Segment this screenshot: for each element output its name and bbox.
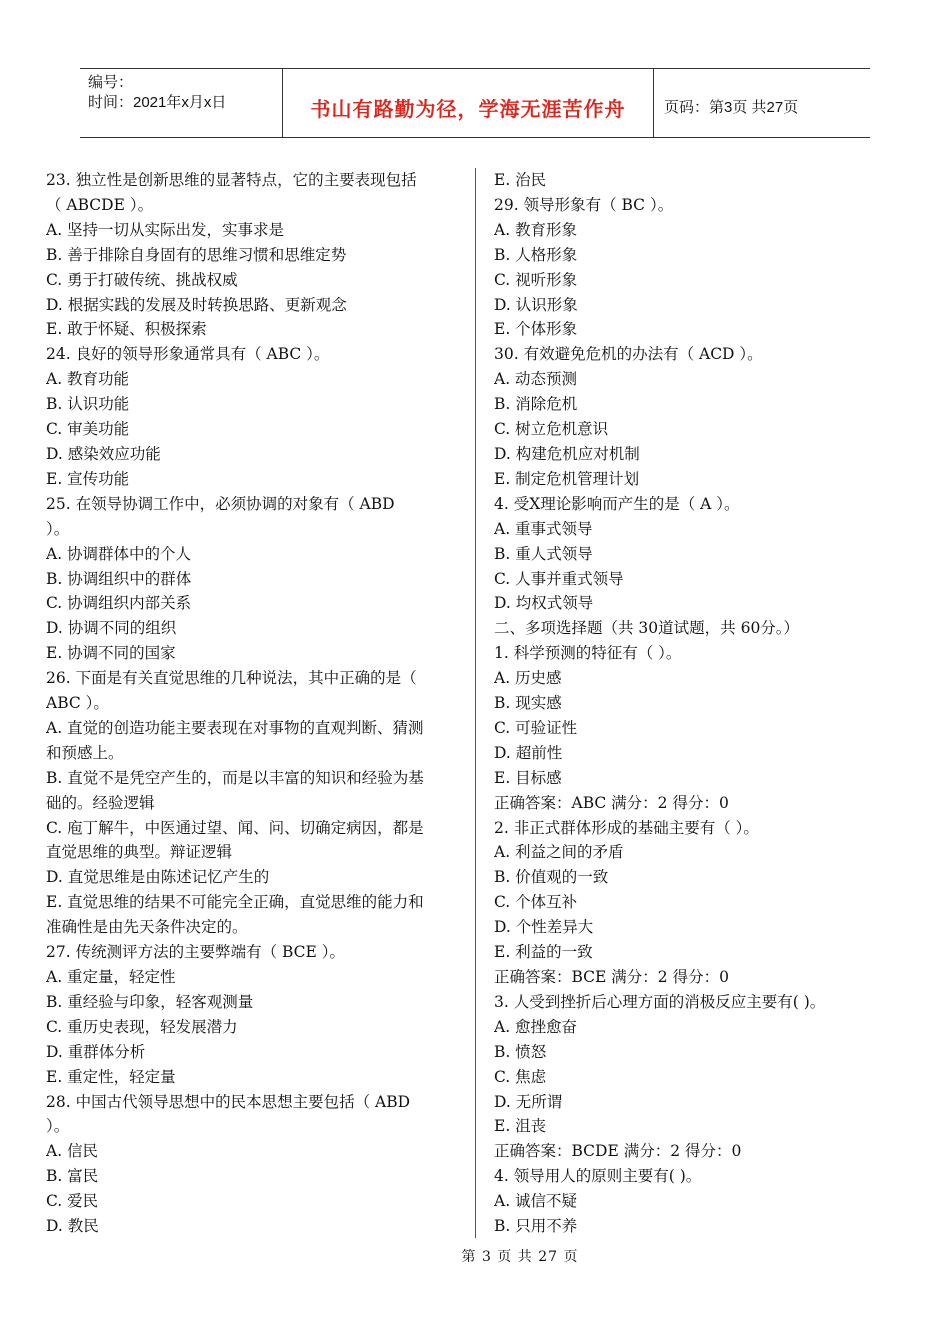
text-line: 直觉思维的典型。辩证逻辑 [46,843,233,862]
text-line: 26. 下面是有关直觉思维的几种说法，其中正确的是（ [46,669,417,688]
text-line: B. 协调组织中的群体 [46,569,192,588]
text-line: A. 诚信不疑 [494,1192,578,1211]
column-divider [475,168,476,1238]
text-line: A. 信民 [46,1142,99,1161]
text-line: 4. 受X理论影响而产生的是（ A ）。 [494,494,740,513]
right-column [494,168,874,1239]
text-line: A. 重事式领导 [494,519,593,538]
text-line: C. 树立危机意识 [494,420,609,439]
text-line: B. 直觉不是凭空产生的，而是以丰富的知识和经验为基 [46,768,424,787]
text-line: D. 个性差异大 [494,918,594,937]
text-line: B. 消除危机 [494,395,578,414]
text-line: D. 构建危机应对机制 [494,444,640,463]
text-line: A. 重定量，轻定性 [46,968,176,986]
text-line: A. 动态预测 [494,370,578,389]
text-line: B. 只用不养 [494,1217,578,1236]
text-line: B. 价值观的一致 [494,868,609,887]
text-line: B. 善于排除自身固有的思维习惯和思维定势 [46,245,347,264]
text-line: D. 感染效应功能 [46,444,161,463]
header-page-info: 页码：第3页 共27页 [664,98,799,116]
text-line: A. 利益之间的矛盾 [494,843,624,862]
text-line: B. 认识功能 [46,395,130,414]
text-line: 23. 独立性是创新思维的显著特点，它的主要表现包括 [46,171,417,189]
text-line: B. 重经验与印象，轻客观测量 [46,992,254,1011]
text-line: C. 个体互补 [494,893,578,912]
text-line: 4. 领导用人的原则主要有( )。 [494,1167,702,1186]
text-line: D. 无所谓 [494,1092,563,1111]
text-line: C. 人事并重式领导 [494,569,624,588]
text-line: A. 坚持一切从实际出发，实事求是 [46,220,285,239]
text-line: 30. 有效避免危机的办法有（ ACD ）。 [494,345,763,364]
text-line: 二、多项选择题（共 30道试题，共 60分。） [494,619,800,638]
text-line: C. 可验证性 [494,718,578,737]
header-slogan: 书山有路勤为径，学海无涯苦作舟 [282,69,654,137]
text-line: E. 利益的一致 [494,943,593,962]
text-line: 3. 人受到挫折后心理方面的消极反应主要有( )。 [494,992,826,1011]
text-line: E. 重定性，轻定量 [46,1067,176,1086]
text-line: E. 制定危机管理计划 [494,469,640,488]
text-line: ）。 [46,519,70,538]
text-line: B. 重人式领导 [494,544,593,563]
text-line: 正确答案：BCE 满分：2 得分：0 [494,968,729,986]
text-line: E. 直觉思维的结果不可能完全正确，直觉思维的能力和 [46,893,424,912]
text-line: C. 协调组织内部关系 [46,594,192,613]
text-line: D. 协调不同的组织 [46,619,177,638]
text-line: D. 超前性 [494,743,563,762]
text-line: D. 教民 [46,1217,99,1236]
text-line: B. 现实感 [494,694,562,713]
text-line: E. 个体形象 [494,320,578,339]
text-line: C. 焦虑 [494,1067,547,1086]
text-line: E. 协调不同的国家 [46,644,176,663]
text-line: 准确性是由先天条件决定的。 [46,918,248,937]
text-line: D. 认识形象 [494,295,578,314]
text-line: E. 治民 [494,171,547,189]
text-line: C. 庖丁解牛，中医通过望、闻、问、切确定病因，都是 [46,818,424,837]
text-line: 27. 传统测评方法的主要弊端有（ BCE ）。 [46,943,346,962]
page-header [80,68,870,138]
text-line: D. 重群体分析 [46,1042,146,1061]
text-line: C. 勇于打破传统、挑战权威 [46,270,238,289]
text-line: A. 历史感 [494,669,562,688]
text-line: E. 目标感 [494,768,562,787]
text-line: C. 重历史表现，轻发展潜力 [46,1017,238,1036]
text-line: E. 宣传功能 [46,469,130,488]
text-line: 2. 非正式群体形成的基础主要有（ ）。 [494,818,759,837]
text-line: 础的。经验逻辑 [46,793,155,812]
text-line: D. 根据实践的发展及时转换思路、更新观念 [46,295,347,314]
text-line: E. 沮丧 [494,1117,547,1136]
text-line: B. 富民 [46,1167,99,1186]
text-line: C. 视听形象 [494,270,578,289]
left-column [46,168,460,1239]
text-line: （ ABCDE ）。 [46,195,154,214]
text-line: 和预感上。 [46,743,124,762]
text-line: 正确答案：BCDE 满分：2 得分：0 [494,1142,742,1161]
text-line: 正确答案：ABC 满分：2 得分：0 [494,793,729,812]
text-line: E. 敢于怀疑、积极探索 [46,320,207,339]
text-line: A. 直觉的创造功能主要表现在对事物的直观判断、猜测 [46,718,424,737]
text-line: ）。 [46,1117,70,1136]
text-line: 1. 科学预测的特征有（ ）。 [494,644,682,663]
text-line: A. 愈挫愈奋 [494,1017,578,1036]
text-line: 24. 良好的领导形象通常具有（ ABC ）。 [46,345,330,364]
text-line: A. 协调群体中的个人 [46,544,192,563]
text-line: D. 直觉思维是由陈述记忆产生的 [46,868,270,887]
text-line: A. 教育功能 [46,370,130,389]
page-footer: 第 3 页 共 27 页 [461,1249,579,1265]
text-line: C. 爱民 [46,1192,99,1211]
text-line: C. 审美功能 [46,420,130,439]
text-line: B. 愤怒 [494,1042,547,1061]
text-line: 29. 领导形象有（ BC ）。 [494,195,674,214]
text-line: ABC ）。 [46,694,109,713]
header-meta [80,69,282,137]
date-label: 时间：2021年x月x日 [88,94,227,111]
serial-number-label: 编号： [88,74,134,91]
text-line: B. 人格形象 [494,245,578,264]
text-line: 28. 中国古代领导思想中的民本思想主要包括（ ABD [46,1092,411,1111]
text-line: A. 教育形象 [494,220,578,239]
text-line: D. 均权式领导 [494,594,594,613]
text-line: 25. 在领导协调工作中，必须协调的对象有（ ABD [46,494,395,513]
